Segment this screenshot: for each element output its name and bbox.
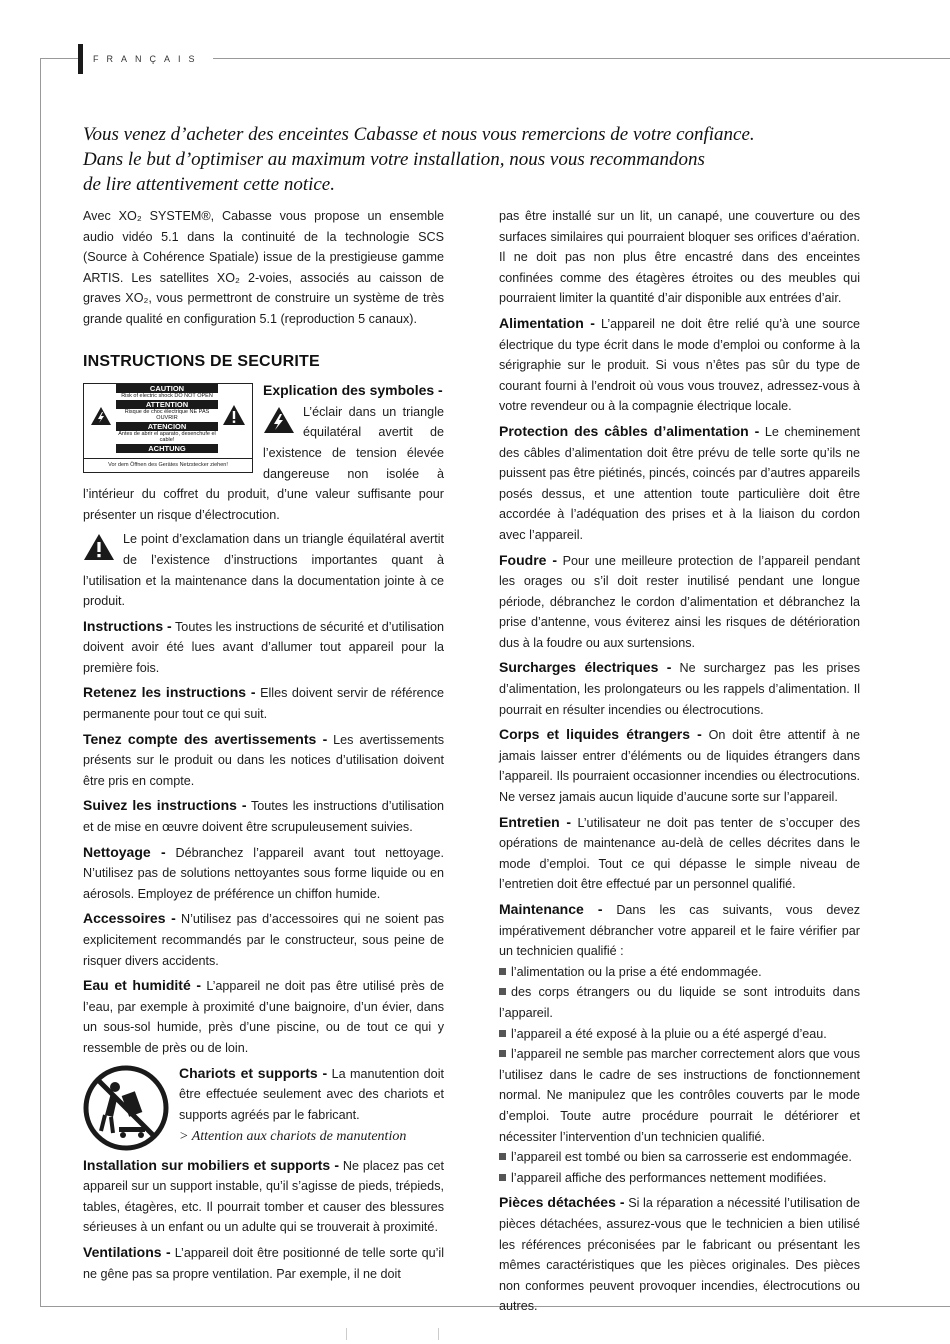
safety-item (83, 1242, 444, 1284)
item-text: L’utilisateur ne doit pas tenter de s’occuper des opérations de maintenance au-delà de celles décrites dans le mode d’emploi. Tout ce qui dépasse le simple niveau de l’entretien doit être effectué par un personnel qualifié. (499, 815, 860, 892)
intro-line: Dans le but d’optimiser au maximum votre installation, nous vous recommandons (83, 149, 705, 170)
item-text: L’appareil ne doit pas être utilisé près de l’eau, par exemple à proximité d’une baignoire, d’un évier, dans un sous-sol humide, près d’une piscine, ou de tout ce qui y ressemble de près ou de loin. (83, 979, 445, 1055)
item-title: Foudre - (499, 551, 558, 568)
lightning-icon (263, 406, 295, 434)
bullet-text: des corps étrangers ou du liquide se sont introduits dans l’appareil. (499, 985, 860, 1020)
label-attention: ATTENTION (116, 400, 218, 409)
item-text: Dans les cas suivants, vous devez impérativement débrancher votre appareil et le faire vérifier par un technicien qualifié : (499, 903, 860, 959)
item-title: Protection des câbles d’alimentation - (499, 422, 760, 439)
maintenance-bullet (499, 1024, 860, 1045)
item-text: N’utilisez pas d’accessoires qui ne soient pas explicitement recommandés par le constructeur, sous peine de risquer divers accidents. (83, 912, 444, 968)
item-text: On doit être attentif à ne jamais laisser entrer d’éléments ou de liquides étrangers dans l’appareil. Ils pourraient occasionner incendies ou électrocutions. Ne versez jamais aucun liquide d’aucune sorte sur l’appareil. (499, 728, 861, 805)
intro-text (83, 122, 863, 197)
lightning-warning-icon (90, 406, 112, 426)
item-text: L’appareil ne doit être relié qu’à une source électrique du type écrit dans le mode d’emploi ou conforme à la sérigraphie sur le produit. Si vous n’êtes pas sûr du type de courant fourni à l’endroit où vous vous trouvez, adressez-vous à votre revendeur ou à la compagnie électrique locale. (499, 316, 860, 414)
item-title: Instructions - (83, 617, 172, 634)
symbols-title: Explication des symboles - (263, 382, 443, 399)
item-text: Ne placez pas cet appareil sur un support instable, qu’il s’agisse de pieds, trépieds, tables, étagères, etc. Il pourrait tomber et causer des blessures sérieuses à un enfant ou un adulte qui se trouverait à proximité. (83, 1158, 445, 1235)
header-rule (225, 58, 950, 59)
item-text: Toutes les instructions de sécurité et d’utilisation doivent avoir été lues avant d’allumer tout appareil pour la première fois. (83, 619, 444, 675)
safety-item (83, 975, 444, 1058)
item-text: L’appareil doit être positionné de telle sorte qu’il ne gêne pas sa propre ventilation. Par exemple, il ne doit (83, 1245, 445, 1281)
safety-item (499, 1192, 860, 1317)
item-title: Tenez compte des avertissements - (83, 730, 328, 747)
item-title: Ventilations - (83, 1243, 171, 1260)
right-column (499, 206, 860, 1321)
section-title: INSTRUCTIONS DE SECURITE (83, 352, 320, 370)
exclamation-icon (83, 533, 115, 561)
bullet-text: l’alimentation ou la prise a été endommagée. (511, 964, 762, 979)
language-header (78, 44, 213, 74)
bullet-text: l’appareil a été exposé à la pluie ou a été aspergé d’eau. (511, 1026, 827, 1041)
item-title: Suivez les instructions - (83, 797, 247, 814)
exclamation-warning-icon (222, 404, 246, 426)
bullet-text: l’appareil ne semble pas marcher correctement alors que vous l’utilisez dans le cadre de ses instructions de fonctionnement normal. Ne manipulez que les contrôles couverts par le mode d’emploi. Toute autre procédure pourrait le détériorer et nécessiter l’intervention d’un technicien qualifié. (499, 1047, 860, 1144)
bullet-icon (499, 988, 506, 995)
maintenance-bullet (499, 982, 860, 1023)
maintenance-bullet (499, 1044, 860, 1147)
intro-line: Vous venez d’acheter des enceintes Cabasse et nous vous remercions de votre confiance. (83, 124, 755, 145)
item-text: Pour une meilleure protection de l’appareil pendant les orages ou s’il doit rester inutilisé pendant une longue période, débranchez le cordon d’alimentation et débranchez la prise d’antenne, vous éviterez ainsi les risques de détérioration dus à la foudre ou aux surtensions. (499, 553, 860, 650)
intro-line: de lire attentivement cette notice. (83, 174, 335, 195)
bullet-text: l’appareil est tombé ou bien sa carrosserie est endommagée. (511, 1150, 852, 1165)
safety-item (499, 313, 860, 417)
warning-label-text (116, 384, 218, 458)
item-text: Elles doivent servir de référence permanente pour tout ce qui suit. (83, 686, 444, 722)
bullet-icon (499, 968, 506, 975)
item-text: Ne surchargez pas les prises d’alimentation, les prolongateurs ou les rappels d’alimentation. Il pourrait en résulter incendies ou électrocutions. (499, 661, 861, 717)
item-text: La manutention doit être effectuée seulement avec des chariots et supports agréés par le fabricant. (179, 1066, 444, 1122)
label-atencion-sub: Antes de abrir el aparato, desenchufe el cable! (118, 430, 216, 444)
warning-label (83, 383, 253, 473)
label-caution-sub: Risk of electric shock DO NOT OPEN (121, 393, 213, 400)
item-text: Le cheminement des câbles d’alimentation doit être prévu de telle sorte qu’ils ne puissent pas être piétinés, pincés, coincés par d’autres appareils posés dessus, et une attention toute particulière doit être accordée à l’adéquation des prises et à la liaison du cordon avec l’appareil. (499, 424, 861, 542)
safety-item (499, 421, 860, 546)
item-title: Chariots et supports - (179, 1064, 328, 1081)
item-title: Accessoires - (83, 910, 176, 927)
item-title: Eau et humidité - (83, 977, 202, 994)
lead-paragraph: Avec XO₂ SYSTEM®, Cabasse vous propose un ensemble audio vidéo 5.1 dans la continuité de la technologie SCS (Source à Cohérence Spatiale) issue de la prestigieuse gamme ARTIS. Les satellites XO₂ 2-voies, associés au caisson de graves XO₂, vous permettront de construire un système de très grande qualité en configuration 5.1 (reproduction 5 canaux). (83, 209, 444, 326)
label-attention-sub: Risque de choc électrique NE PAS OUVRIR (124, 408, 210, 422)
chariots-note: > Attention aux chariots de manutention (179, 1129, 407, 1145)
bullet-icon (499, 1153, 506, 1160)
safety-item (499, 812, 860, 895)
continuation-paragraph: pas être installé sur un lit, un canapé, une couverture ou des surfaces similaires qui pourraient bloquer ses orifices d’aération. Il ne doit pas non plus être encastré dans des enceintes confinées comme des étagères étroites ou des meubles qui pourraient limiter la quantité d’air disponible aux entrées d’air. (499, 209, 860, 306)
bullet-icon (499, 1030, 506, 1037)
maintenance-bullet (499, 1168, 860, 1189)
item-title: Retenez les instructions - (83, 684, 256, 701)
safety-item (499, 724, 860, 807)
exclamation-paragraph (83, 529, 444, 611)
safety-item (83, 616, 444, 679)
page-frame-left (40, 58, 41, 1306)
item-text: Si la réparation a nécessité l’utilisation de pièces détachées, assurez-vous que le technicien a bien utilisé les références préconisées par le fabricant ou présentant les mêmes caractéristiques que les pièces originales. Des pièces non conformes peuvent provoquer incendies, électrocutions ou autres. (499, 1196, 861, 1314)
item-text: Les avertissements présents sur le produit ou dans les notices d’utilisation doivent être pris en compte. (83, 732, 445, 788)
item-title: Alimentation - (499, 314, 595, 331)
safety-item (83, 682, 444, 724)
bullet-icon (499, 1174, 506, 1181)
chariots-block (83, 1063, 444, 1153)
item-title: Entretien - (499, 813, 572, 830)
safety-item (83, 908, 444, 971)
bullet-text: l’appareil affiche des performances nettement modifiées. (511, 1170, 827, 1185)
item-title: Nettoyage - (83, 843, 166, 860)
cart-tipover-icon (83, 1065, 169, 1151)
item-title: Corps et liquides étrangers - (499, 726, 702, 743)
safety-item (83, 795, 444, 837)
bullet-icon (499, 1050, 506, 1057)
safety-item (499, 657, 860, 720)
label-achtung: ACHTUNG (116, 444, 218, 453)
item-title: Maintenance - (499, 901, 603, 917)
item-text: Débranchez l’appareil avant tout nettoyage. N’utilisez pas de solutions nettoyantes sous forme liquide ou en aérosols. Employez de préférence un chiffon humide. (83, 845, 444, 901)
footer-tick (346, 1328, 347, 1340)
lightning-text: L’éclair dans un triangle équilatéral avertit de l’existence de tension élevée dangereuse non isolée à l’intérieur du coffret du produit, d’une valeur suffisante pour présenter un risque d’électrocution. (83, 404, 444, 522)
maintenance-bullet (499, 962, 860, 983)
language-label: FRANÇAIS (93, 54, 203, 64)
item-title: Pièces détachées - (499, 1194, 625, 1211)
header-bar (78, 44, 83, 74)
exclamation-text: Le point d’exclamation dans un triangle équilatéral avertit de l’existence d’instructions importantes quant à l’utilisation et la maintenance dans la documentation jointe à ce produit. (83, 532, 444, 609)
maintenance-bullet (499, 1147, 860, 1168)
label-caution: CAUTION (116, 384, 218, 393)
item-text: Toutes les instructions d’utilisation et de mise en œuvre doivent être scrupuleusement suivies. (83, 799, 445, 835)
item-title: Installation sur mobiliers et supports - (83, 1156, 340, 1173)
item-title: Surcharges électriques - (499, 659, 672, 676)
left-column (83, 206, 444, 1288)
safety-item (83, 842, 444, 905)
label-atencion: ATENCION (116, 422, 218, 431)
maintenance-item (499, 899, 860, 962)
footer-tick (438, 1328, 439, 1340)
label-footer: Vor dem Öffnen des Gerätes Netzstecker ziehen! (84, 458, 252, 472)
safety-item (499, 550, 860, 654)
safety-item (83, 1155, 444, 1238)
safety-item (83, 729, 444, 792)
